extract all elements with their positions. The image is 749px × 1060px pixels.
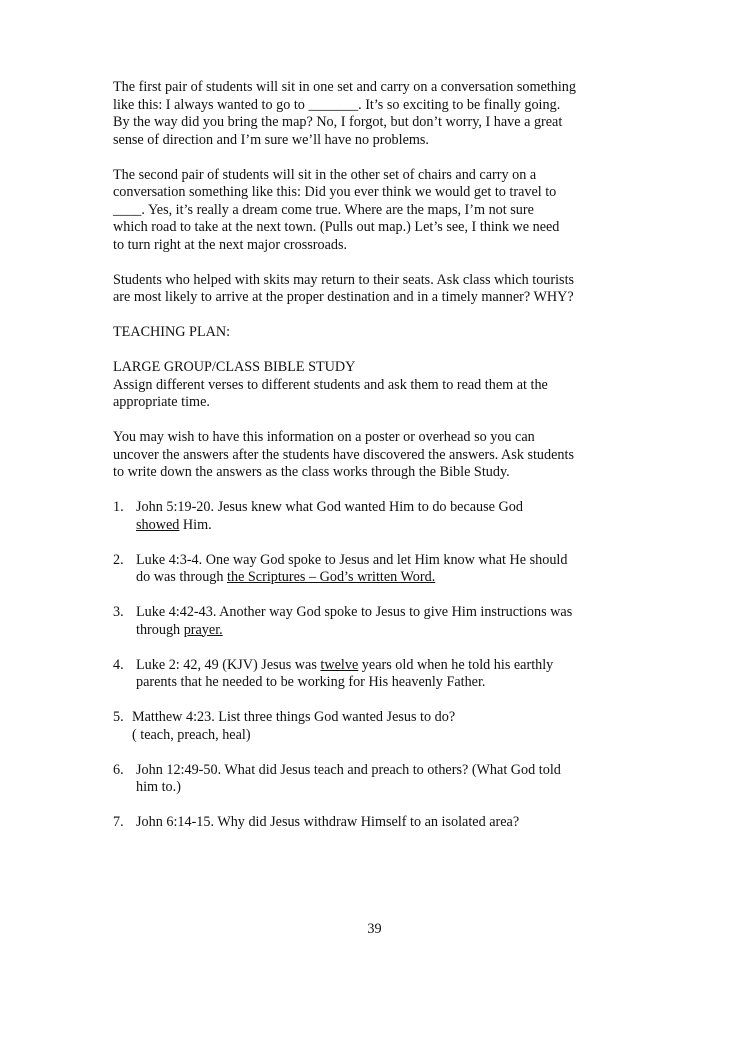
document-page (113, 79, 618, 849)
list-item (113, 604, 618, 639)
item-number: 5. (113, 709, 124, 725)
text-line: to turn right at the next major crossroads. (113, 236, 348, 253)
item-text: John 12:49-50. What did Jesus teach and preach to others? (What God told (136, 761, 561, 778)
list-item (113, 709, 618, 744)
item-number: 1. (113, 499, 124, 515)
text-line: conversation something like this: Did you ever think we would get to travel to (113, 184, 557, 200)
page-number: 39 (367, 921, 382, 937)
skit-followup-paragraph (113, 272, 618, 307)
item-answer: showed (136, 516, 180, 533)
item-text: Luke 2: 42, 49 (KJV) Jesus was (136, 656, 321, 673)
item-number: 7. (113, 814, 124, 830)
list-item (113, 552, 618, 587)
text-line: appropriate time. (113, 394, 210, 410)
item-text: through (136, 621, 184, 638)
intro-paragraph-second-pair (113, 167, 618, 255)
text-line: The first pair of students will sit in one set and carry on a conversation something (113, 79, 576, 95)
text-line: which road to take at the next town. (Pulls out map.) Let’s see, I think we need (113, 219, 560, 235)
text-line: are most likely to arrive at the proper destination and in a timely manner? WHY? (113, 289, 574, 305)
item-text: Luke 4:42-43. Another way God spoke to Jesus to give Him instructions was (136, 604, 573, 620)
item-text: years old when he told his earthly (358, 656, 554, 673)
list-item (113, 762, 618, 797)
text-line: By the way did you bring the map? No, I forgot, but don’t worry, I have a great (113, 114, 563, 130)
item-answer: the Scriptures – God’s written Word. (227, 569, 436, 585)
text-line: You may wish to have this information on a poster or overhead so you can (113, 429, 535, 445)
intro-paragraph-first-pair (113, 79, 618, 149)
item-number: 4. (113, 656, 124, 673)
text-line: sense of direction and I’m sure we’ll have no problems. (113, 131, 429, 148)
item-number: 6. (113, 761, 124, 778)
text-line: The second pair of students will sit in the other set of chairs and carry on a (113, 166, 537, 183)
item-answer: twelve (320, 656, 359, 673)
text-line: Students who helped with skits may return to their seats. Ask class which tourists (113, 271, 575, 288)
item-text: Matthew 4:23. List three things God wanted Jesus to do? (132, 709, 456, 725)
list-item (113, 657, 618, 692)
item-text: do was through (136, 569, 228, 585)
item-text: parents that he needed to be working for His heavenly Father. (136, 674, 486, 690)
item-text: Luke 4:3-4. One way God spoke to Jesus and let Him know what He should (136, 551, 568, 568)
text-line: like this: I always wanted to go to _______. It’s so exciting to be finally going. (113, 96, 561, 113)
item-answer: ( teach, preach, heal) (132, 726, 251, 743)
bible-study-instructions (113, 429, 618, 482)
list-item (113, 499, 618, 534)
item-text: him to.) (136, 779, 181, 795)
bible-study-question-list (113, 499, 618, 832)
item-answer: prayer. (183, 621, 223, 638)
item-number: 2. (113, 551, 124, 568)
item-text: John 5:19-20. Jesus knew what God wanted Him to do because God (136, 499, 523, 515)
item-number: 3. (113, 604, 124, 620)
text-line: to write down the answers as the class works through the Bible Study. (113, 464, 510, 480)
text-line: ____. Yes, it’s really a dream come true. Where are the maps, I’m not sure (113, 201, 534, 218)
text-line: Assign different verses to different students and ask them to read them at the (113, 376, 548, 393)
list-item (113, 814, 618, 832)
teaching-plan-heading: TEACHING PLAN: (113, 324, 231, 340)
item-text: John 6:14-15. Why did Jesus withdraw Himself to an isolated area? (136, 814, 520, 830)
item-text: Him. (179, 516, 212, 533)
text-line: uncover the answers after the students have discovered the answers. Ask students (113, 446, 574, 463)
bible-study-intro (113, 377, 618, 412)
bible-study-title: LARGE GROUP/CLASS BIBLE STUDY (113, 359, 356, 375)
